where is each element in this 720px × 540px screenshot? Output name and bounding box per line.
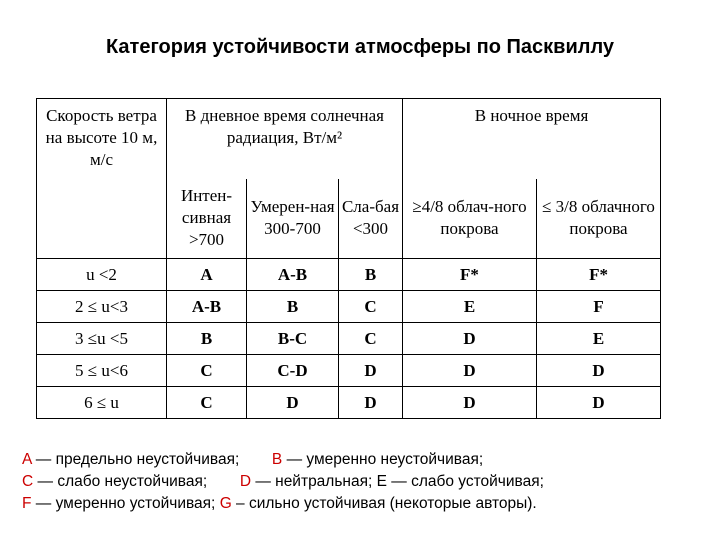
header-day: В дневное время солнечная радиация, Вт/м² xyxy=(167,99,403,179)
header-night: В ночное время xyxy=(403,99,661,179)
wind-cell: u <2 xyxy=(37,259,167,291)
legend-text: — умеренно неустойчивая; xyxy=(282,451,484,468)
wind-cell: 6 ≤ u xyxy=(37,387,167,419)
legend xyxy=(22,449,712,515)
stability-table xyxy=(36,98,661,419)
legend-text: — нейтральная; E — слабо устойчивая; xyxy=(251,473,544,490)
class-cell: D xyxy=(339,355,403,387)
legend-key: B xyxy=(271,451,283,468)
table-row xyxy=(37,355,661,387)
legend-text: – сильно устойчивая (некоторые авторы). xyxy=(231,495,537,512)
legend-line xyxy=(22,449,712,471)
class-cell: D xyxy=(537,387,661,419)
legend-text: — умеренно устойчивая; xyxy=(31,495,216,512)
class-cell: D xyxy=(247,387,339,419)
class-cell: C-D xyxy=(247,355,339,387)
class-cell: B xyxy=(247,291,339,323)
class-cell: D xyxy=(403,387,537,419)
class-cell: C xyxy=(339,291,403,323)
class-cell: F* xyxy=(403,259,537,291)
class-cell: E xyxy=(403,291,537,323)
class-cell: D xyxy=(339,387,403,419)
class-cell: B-C xyxy=(247,323,339,355)
legend-key: F xyxy=(22,495,32,512)
table-row xyxy=(37,387,661,419)
class-cell: A-B xyxy=(167,291,247,323)
subheader-night-clear: ≤ 3/8 облачного покрова xyxy=(537,179,661,259)
table-row xyxy=(37,259,661,291)
table-row xyxy=(37,291,661,323)
wind-cell: 2 ≤ u<3 xyxy=(37,291,167,323)
class-cell: C xyxy=(167,355,247,387)
wind-cell: 5 ≤ u<6 xyxy=(37,355,167,387)
subheader-night-cloudy: ≥4/8 облач-ного покрова xyxy=(403,179,537,259)
class-cell: C xyxy=(167,387,247,419)
page-title: Категория устойчивости атмосферы по Пасквиллу xyxy=(105,36,615,58)
class-cell: E xyxy=(537,323,661,355)
table-row xyxy=(37,323,661,355)
legend-text: — слабо неустойчивая; xyxy=(33,473,208,490)
subheader-day-moderate: Умерен-ная 300-700 xyxy=(247,179,339,259)
legend-key: A xyxy=(22,451,32,468)
class-cell: F* xyxy=(537,259,661,291)
class-cell: D xyxy=(403,355,537,387)
legend-text: — предельно неустойчивая; xyxy=(31,451,240,468)
class-cell: B xyxy=(167,323,247,355)
class-cell: C xyxy=(339,323,403,355)
class-cell: D xyxy=(403,323,537,355)
legend-key: C xyxy=(22,473,34,490)
legend-key: D xyxy=(239,473,252,490)
legend-line xyxy=(22,493,712,515)
class-cell: F xyxy=(537,291,661,323)
legend-line xyxy=(22,471,712,493)
header-wind-speed: Скорость ветра на высоте 10 м, м/с xyxy=(37,99,167,259)
class-cell: B xyxy=(339,259,403,291)
wind-cell: 3 ≤u <5 xyxy=(37,323,167,355)
subheader-day-strong: Интен-сивная >700 xyxy=(167,179,247,259)
legend-key: G xyxy=(219,495,232,512)
subheader-day-weak: Сла-бая <300 xyxy=(339,179,403,259)
class-cell: A-B xyxy=(247,259,339,291)
class-cell: A xyxy=(167,259,247,291)
class-cell: D xyxy=(537,355,661,387)
